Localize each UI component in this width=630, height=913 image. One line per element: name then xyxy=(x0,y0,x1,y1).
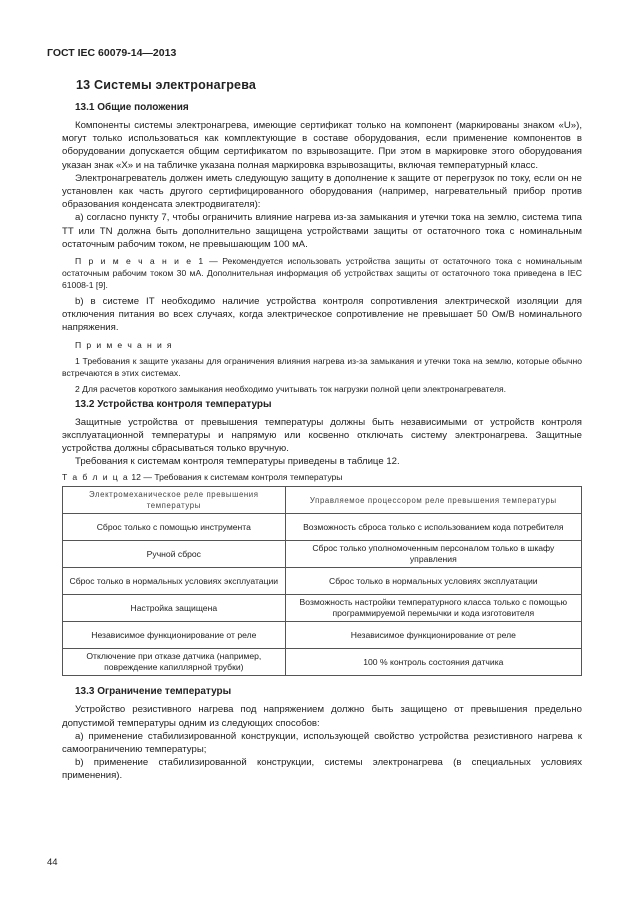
table-caption-label: Т а б л и ц а xyxy=(62,472,129,483)
table-caption xyxy=(62,472,582,482)
note-1-text: — Рекомендуется использовать устройства защиты от остаточного тока с номинальным остаточным рабочим током 30 мА. Дополнительная информация об устройствах защиты от остаточного тока приведена в IEC 61008-1 [9]. xyxy=(62,256,582,291)
table-row xyxy=(63,541,582,568)
table-row xyxy=(63,622,582,649)
notes-title: П р и м е ч а н и я xyxy=(75,339,173,350)
note-item: 1 Требования к защите указаны для ограничения влияния нагрева из-за замыкания и утечки тока на землю, которые обычно встречаются в этих системах. xyxy=(62,355,582,378)
note-1-label: П р и м е ч а н и е 1 xyxy=(75,256,205,267)
column-header: Управляемое процессором реле превышения температуры xyxy=(285,487,581,514)
paragraph: b) в системе IT необходимо наличие устройства контроля сопротивления электрической изоляции для отключения питания во всех случаях, когда электрическое сопротивление не превышает 50 Ом/В номинального напряжения. xyxy=(62,296,582,334)
paragraph: Электронагреватель должен иметь следующую защиту в дополнение к защите от перегрузок по току, если он не установлен как часть другого сертифицированного оборудования (например, нагревательный прибор против образования конденсата электродвигателя): xyxy=(62,172,582,211)
requirements-table xyxy=(62,486,582,676)
paragraph: b) применение стабилизированной конструкции, системы электронагрева (в специальных условиях применения). xyxy=(62,757,582,782)
subsection-13-2-title: 13.2 Устройства контроля температуры xyxy=(75,398,272,410)
document-body xyxy=(62,78,582,783)
page-number: 44 xyxy=(47,857,58,868)
table-row xyxy=(63,649,582,676)
paragraph: Компоненты системы электронагрева, имеющие сертификат только на компонент (маркированы знаком «U»), могут только использоваться как комплектующие в составе оборудования, если применение компонентов в оборудовании допускается общим сертификатом по взрывозащите. При этом в маркировке этого оборудования указан знак «X» и на табличке указана полная маркировка взрывозащиты, включая температурный класс. xyxy=(62,120,582,171)
paragraph: Защитные устройства от превышения температуры должны быть независимыми от устройств контроля эксплуатационной температуры и напрямую или косвенно отключать систему электронагрева. Защитные устройства должны сбрасываться только вручную. xyxy=(62,416,582,455)
paragraph: а) применение стабилизированной конструкции, использующей свойство устройства резистивного нагрева к самоограничению температуры; xyxy=(62,730,582,756)
table-cell: Ручной сброс xyxy=(63,541,286,568)
table-cell: Возможность настройки температурного класса только с помощью программируемой перемычки и кода изготовителя xyxy=(285,595,581,622)
table-cell: Сброс только уполномоченным персоналом только в шкафу управления xyxy=(285,541,581,568)
table-cell: Независимое функционирование от реле xyxy=(63,622,286,649)
table-cell: Возможность сброса только с использованием кода потребителя xyxy=(285,514,581,541)
table-row xyxy=(63,568,582,595)
table-cell: Сброс только в нормальных условиях эксплуатации xyxy=(285,568,581,595)
subsection-13-3-title: 13.3 Ограничение температуры xyxy=(75,686,232,698)
table-cell: 100 % контроль состояния датчика xyxy=(285,649,581,676)
table-caption-text: 12 — Требования к системам контроля температуры xyxy=(129,472,343,483)
table-row xyxy=(63,514,582,541)
note-item: 2 Для расчетов короткого замыкания необходимо учитывать ток нагрузки полной цепи электронагревателя. xyxy=(75,383,507,394)
section-title: 13 Системы электронагрева xyxy=(76,78,257,92)
column-header: Электромеханическое реле превышения температуры xyxy=(63,487,286,514)
page-header: ГОСТ IEC 60079-14—2013 xyxy=(47,47,177,59)
table-row xyxy=(63,595,582,622)
table-cell: Сброс только с помощью инструмента xyxy=(63,514,286,541)
table-header-row xyxy=(63,487,582,514)
paragraph: Требования к системам контроля температуры приведены в таблице 12. xyxy=(75,456,400,468)
table-cell: Сброс только в нормальных условиях эксплуатации xyxy=(63,568,286,595)
table-cell: Настройка защищена xyxy=(63,595,286,622)
table-cell: Независимое функционирование от реле xyxy=(285,622,581,649)
table-cell: Отключение при отказе датчика (например, повреждение капиллярной трубки) xyxy=(63,649,286,676)
subsection-13-1-title: 13.1 Общие положения xyxy=(75,102,189,113)
note-1 xyxy=(62,255,582,291)
paragraph: Устройство резистивного нагрева под напряжением должно быть защищено от превышения предельно допустимой температуры одним из следующих способов: xyxy=(62,704,582,729)
paragraph: а) согласно пункту 7, чтобы ограничить влияние нагрева из-за замыкания и утечки тока на землю, система типа TT или TN должна быть дополнительно защищена устройствами защиты от остаточного тока с номинальным остаточным рабочим током, не превышающим 100 мА. xyxy=(62,212,582,250)
